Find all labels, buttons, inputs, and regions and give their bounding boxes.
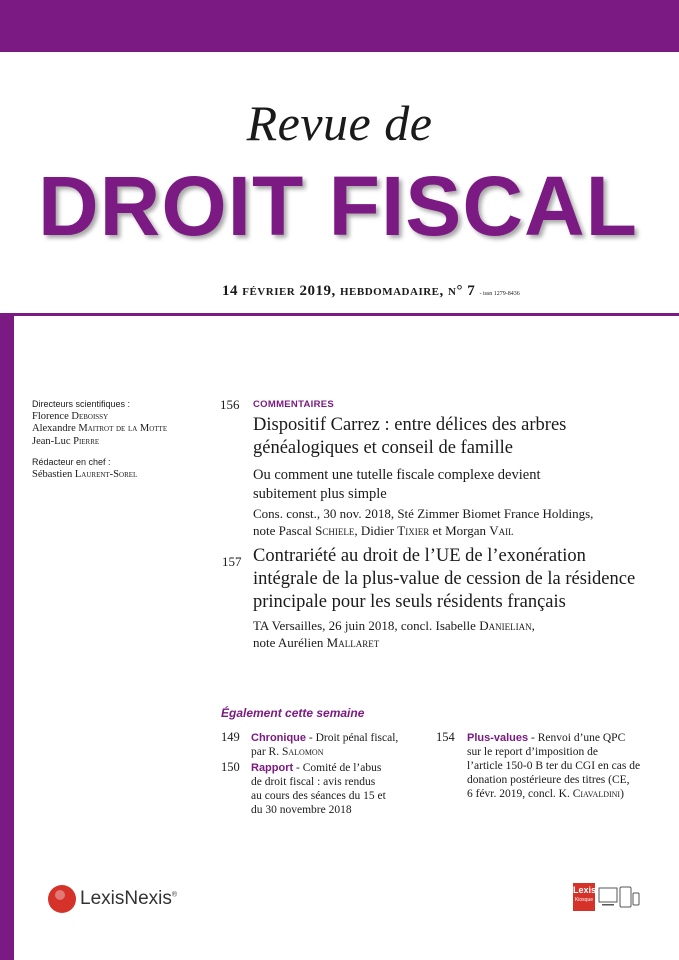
chief-editor-label: Rédacteur en chef : xyxy=(32,457,111,467)
section-category: COMMENTAIRES xyxy=(253,399,335,410)
left-color-band xyxy=(0,316,14,960)
devices-icon xyxy=(598,885,640,911)
lexis-kiosque-badge: Lexis Kiosque xyxy=(573,883,595,911)
masthead-revue-de: Revue de xyxy=(246,95,433,151)
sci-director: Jean-Luc Pierre xyxy=(32,435,100,447)
article-number: 156 xyxy=(220,397,240,412)
also-item-number: 154 xyxy=(436,730,455,744)
also-item[interactable]: Plus-values - Renvoi d’une QPC sur le report d’imposition de l’article 150-0 B ter du CGI en cas de donation postérieure des titres (CE, 6 févr. 2019, concl. K. Ciavaldini) xyxy=(467,732,641,800)
article-subtitle: Ou comment une tutelle fiscale complexe devient subitement plus simple xyxy=(253,467,541,502)
also-item[interactable]: Rapport - Comité de l’abus de droit fiscal : avis rendus au cours des séances du 15 et du 30 novembre 2018 xyxy=(251,762,386,816)
also-this-week-title: Également cette semaine xyxy=(221,706,365,720)
issn: - issn 1279-8436 xyxy=(479,291,520,297)
sci-director: Alexandre Maitrot de la Motte xyxy=(32,423,168,434)
also-item-number: 150 xyxy=(221,760,240,774)
top-color-band xyxy=(0,0,679,52)
article-title[interactable]: Contrariété au droit de l’UE de l’exonération intégrale de la plus-value de cession de la résidence principale pour les seuls résidents français xyxy=(253,546,636,612)
masthead-droit-fiscal: DROIT FISCAL xyxy=(38,159,638,253)
article-number: 157 xyxy=(222,554,242,569)
sci-directors-label: Directeurs scientifiques : xyxy=(32,399,131,409)
sci-director: Florence Deboissy xyxy=(32,410,109,422)
article-title[interactable]: Dispositif Carrez : entre délices des arbres généalogiques et conseil de famille xyxy=(253,415,567,458)
issue-line xyxy=(222,283,520,300)
editorial-board xyxy=(32,398,217,481)
also-item[interactable]: Chronique - Droit pénal fiscal, par R. Salomon xyxy=(251,732,399,758)
also-item-number: 149 xyxy=(221,730,240,744)
article-reference: Cons. const., 30 nov. 2018, Sté Zimmer Biomet France Holdings, note Pascal Schiele, Didier Tixier et Morgan Vail xyxy=(253,506,594,538)
issue-date: 14 février 2019, hebdomadaire, n° 7 xyxy=(222,283,476,299)
lexisnexis-logo: LexisNexis® xyxy=(48,885,177,913)
chief-editor: Sébastien Laurent-Sorel xyxy=(32,468,138,480)
article-reference: TA Versailles, 26 juin 2018, concl. Isabelle Danielian, note Aurélien Mallaret xyxy=(253,618,535,650)
lexisnexis-logo-icon xyxy=(48,885,76,913)
header-divider xyxy=(0,313,679,316)
